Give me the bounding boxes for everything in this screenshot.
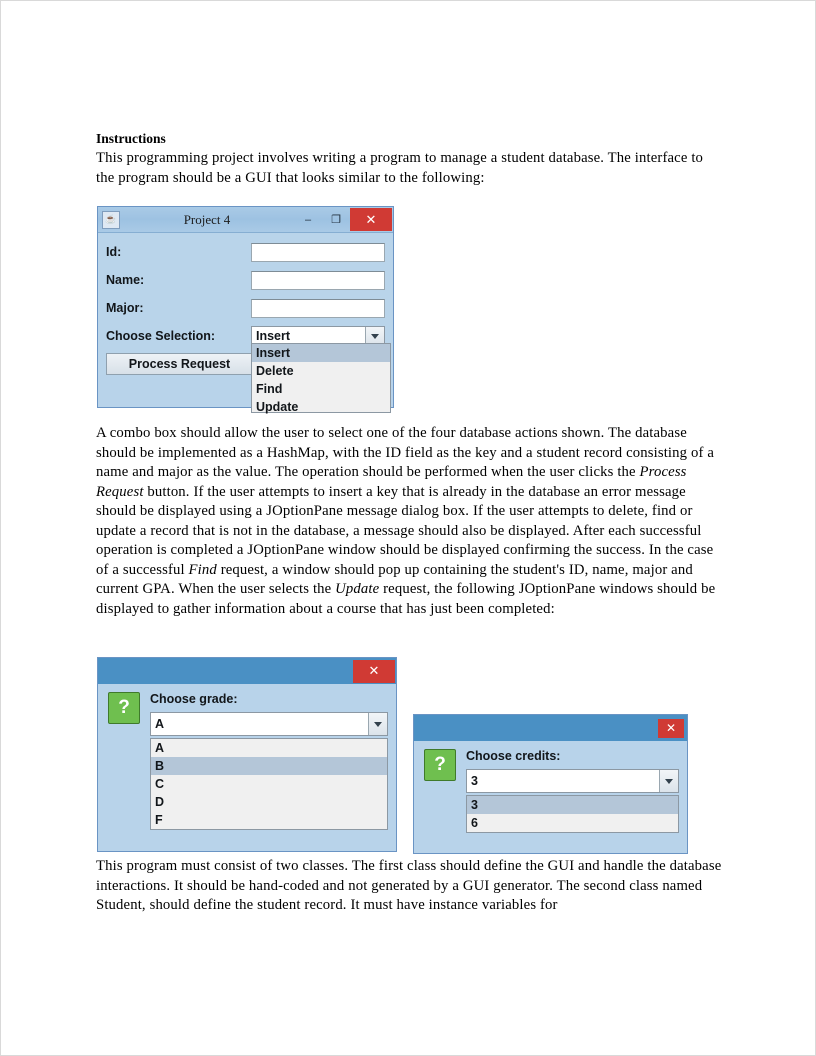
para2-find: Find — [188, 561, 217, 578]
field-row-major — [98, 294, 393, 322]
maximize-button[interactable]: ❐ — [331, 214, 341, 226]
label-choose-selection: Choose Selection: — [106, 329, 216, 343]
grade-dialog-main — [150, 692, 388, 830]
label-major: Major: — [106, 301, 144, 315]
project-window-title: Project 4 — [183, 211, 231, 227]
para2-part5: request, a window should pop up containing the student's ID, name, major and current GPA. When the user selects the — [96, 561, 693, 597]
para2-part3: button. If the user attempts to insert a key that is already in the database an error message should be displayed using a JOptionPane message dialog box. If the user attempts to delete, find or update a record that is not in the database, a message should also be displayed. After each successful operation is completed a JOptionPane window should be displayed confirming the success. In the case of a successful — [96, 483, 714, 578]
grade-combobox[interactable] — [150, 712, 388, 736]
chevron-down-icon[interactable] — [659, 770, 678, 792]
grade-dialog-close-button[interactable]: ✕ — [353, 660, 395, 683]
credits-option-3[interactable]: 3 — [467, 796, 678, 814]
credits-combobox[interactable] — [466, 769, 679, 793]
selection-dropdown-list[interactable] — [251, 343, 391, 413]
credits-prompt-label: Choose credits: — [466, 749, 561, 763]
window-controls — [294, 207, 393, 232]
credits-option-6[interactable]: 6 — [471, 816, 478, 830]
java-cup-icon: ☕ — [102, 211, 120, 229]
project-window — [97, 206, 394, 414]
para2-update: Update — [335, 581, 380, 597]
grade-option-b[interactable]: B — [151, 757, 387, 775]
para2-process-request: Process Request — [96, 464, 687, 500]
page-title: Instructions — [96, 131, 166, 146]
project-window-titlebar[interactable] — [98, 207, 393, 233]
field-row-id — [98, 238, 393, 266]
credits-dialog-titlebar[interactable] — [414, 715, 687, 741]
paragraph-intro: This programming project involves writing a program to manage a student database. The interface to the program should be a GUI that looks similar to the following: — [96, 150, 704, 186]
question-icon: ? — [424, 749, 456, 781]
credits-dialog-main — [466, 749, 679, 833]
field-row-name — [98, 266, 393, 294]
dropdown-option-find[interactable]: Find — [256, 382, 283, 396]
grade-option-f[interactable]: F — [155, 813, 163, 827]
credits-dropdown-list[interactable] — [466, 795, 679, 833]
grade-option-c[interactable]: C — [155, 777, 165, 791]
minimize-button[interactable]: – — [304, 213, 312, 226]
label-name: Name: — [106, 273, 145, 287]
grade-option-a[interactable]: A — [155, 741, 165, 755]
id-input[interactable] — [251, 243, 385, 262]
grade-option-d[interactable]: D — [155, 795, 165, 809]
choose-grade-dialog — [97, 657, 397, 852]
credits-combobox-value: 3 — [471, 774, 478, 788]
credits-dialog-close-button[interactable]: ✕ — [658, 719, 684, 738]
grade-dialog-titlebar[interactable] — [98, 658, 396, 684]
major-input[interactable] — [251, 299, 385, 318]
dropdown-option-update[interactable]: Update — [256, 400, 299, 414]
process-request-button[interactable]: Process Request — [106, 353, 253, 375]
chevron-down-icon[interactable] — [368, 713, 387, 735]
para2-part1: A combo box should allow the user to select one of the four database actions shown. The database should be implemented as a HashMap, with the ID field as the key and a student record consisting of a name and major as the value. The operation should be performed when the user clicks the — [96, 425, 714, 480]
selection-combobox-value: Insert — [256, 329, 291, 343]
grade-dropdown-list[interactable] — [150, 738, 388, 830]
grade-combobox-value: A — [155, 717, 165, 731]
paragraph-combobox — [96, 424, 722, 619]
dropdown-option-insert[interactable]: Insert — [252, 344, 390, 362]
credits-dialog-body — [414, 741, 687, 841]
name-input[interactable] — [251, 271, 385, 290]
para2-part7: request, the following JOptionPane windows should be displayed to gather information about a course that has just been completed: — [96, 581, 716, 617]
choose-credits-dialog — [413, 714, 688, 854]
close-button[interactable]: ✕ — [350, 208, 392, 231]
label-id: Id: — [106, 245, 122, 259]
grade-dialog-body — [98, 684, 396, 838]
question-icon: ? — [108, 692, 140, 724]
paragraph-classes: This program must consist of two classes. The first class should define the GUI and handle the database interactions. It should be hand-coded and not generated by a GUI generator. The second class named Student, should define the student record. It must have instance variables for — [96, 858, 722, 913]
grade-prompt-label: Choose grade: — [150, 692, 238, 706]
dropdown-option-delete[interactable]: Delete — [256, 364, 294, 378]
